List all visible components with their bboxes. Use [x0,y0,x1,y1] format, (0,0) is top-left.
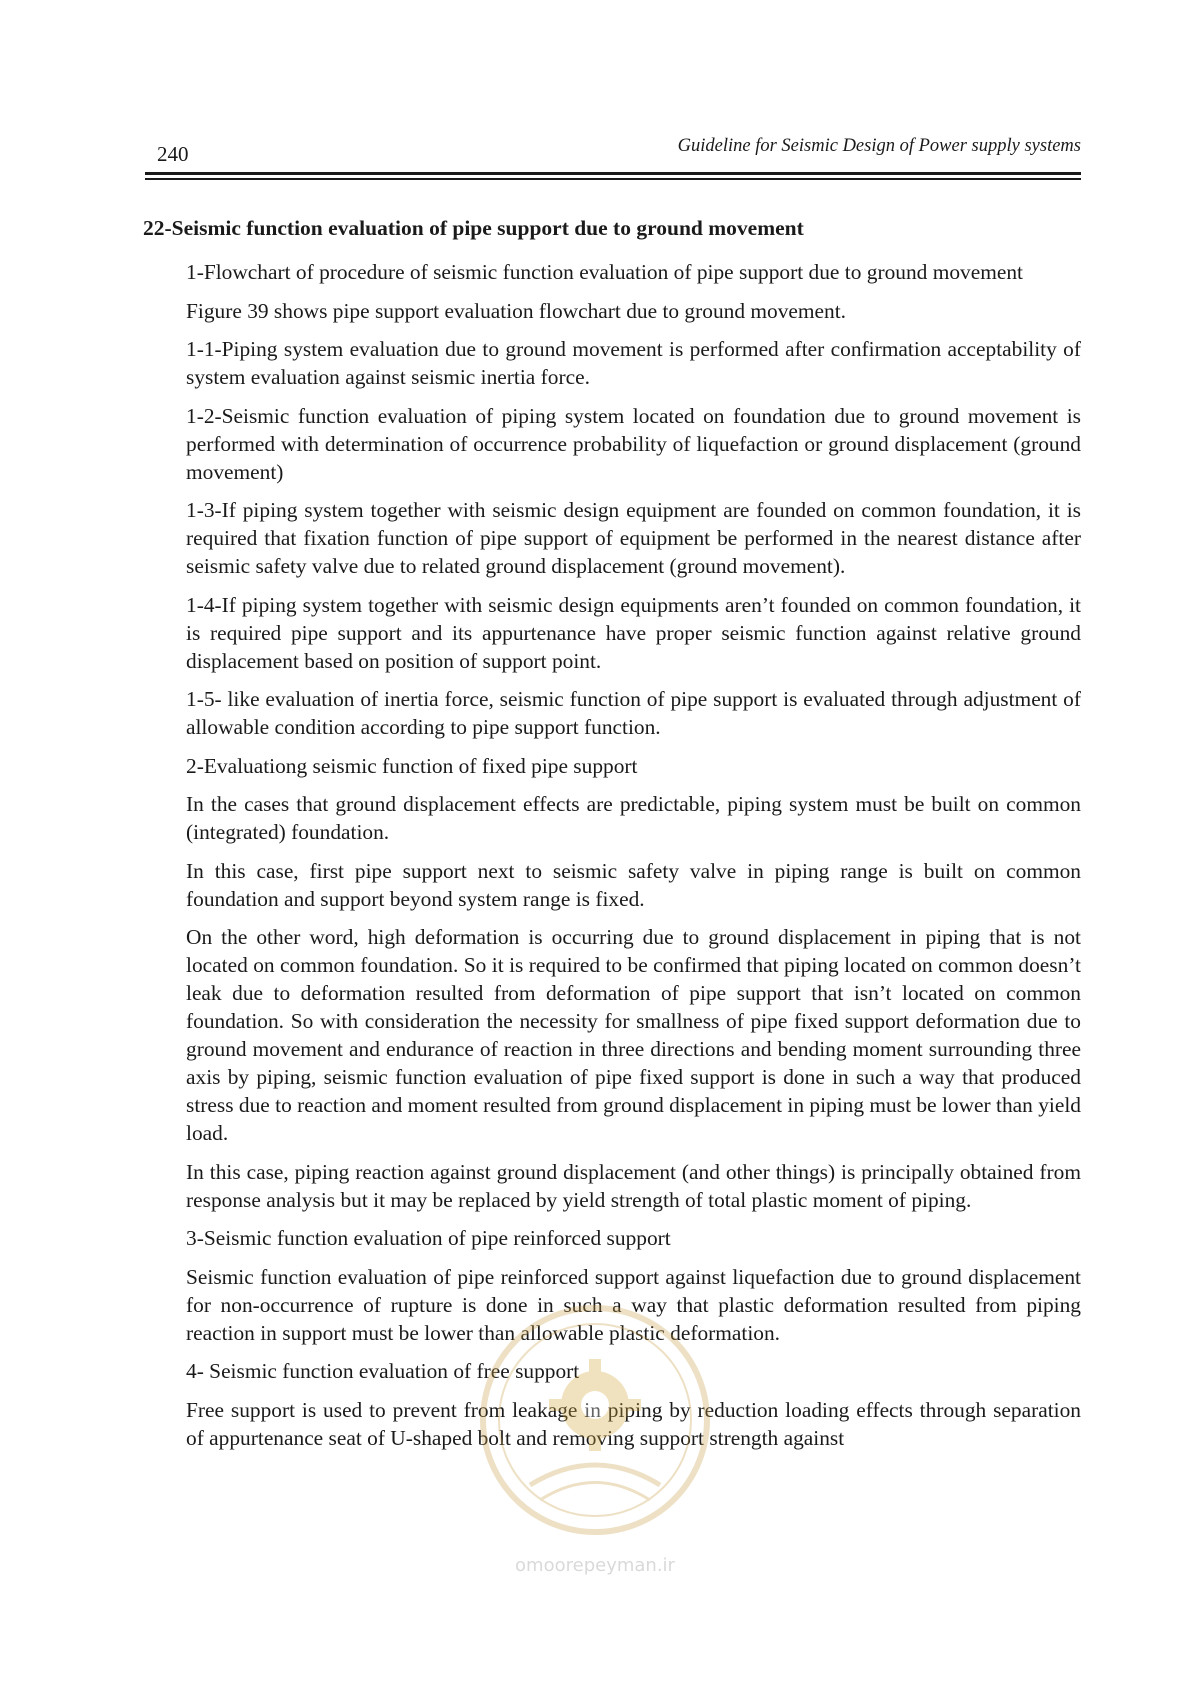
paragraph-3-a: Seismic function evaluation of pipe reinforced support against liquefaction due to ground displacement for non-occurrence of rupture is done in such a way that plastic deformation resulted from piping reaction in support must be lower than allowable plastic deformation. [186,1264,1081,1345]
watermark-text: omoorepeyman.ir [515,1555,675,1576]
paragraph-1-1-5: 1-5- like evaluation of inertia force, seismic function of pipe support is evaluated through adjustment of allowable condition according to pipe support function. [186,687,1081,739]
paragraph-figure-ref: Figure 39 shows pipe support evaluation flowchart due to ground movement. [186,298,847,323]
section-heading: 22-Seismic function evaluation of pipe support due to ground movement [143,216,804,240]
paragraph-2-d: In this case, piping reaction against ground displacement (and other things) is principally obtained from response analysis but it may be replaced by yield strength of total plastic moment of piping. [186,1159,1081,1212]
paragraph-1-1-4: 1-4-If piping system together with seismic design equipments aren’t founded on common foundation, it is required pipe support and its appurtenance have proper seismic function against relative ground displacement based on position of support point. [186,592,1081,673]
body-text [186,258,1081,1462]
paragraph-2-b: In this case, first pipe support next to seismic safety valve in piping range is built on common foundation and support beyond system range is fixed. [186,858,1081,911]
paragraph-1-1-1: 1-1-Piping system evaluation due to ground movement is performed after confirmation acceptability of system evaluation against seismic inertia force. [186,337,1081,389]
header-rule-thin [145,178,1081,180]
paragraph-3-heading: 3-Seismic function evaluation of pipe reinforced support [186,1226,671,1250]
paragraph-1-1-3: 1-3-If piping system together with seismic design equipment are founded on common foundation, it is required that fixation function of pipe support of equipment be performed in the nearest distance after seismic safety valve due to related ground displacement (ground movement). [186,498,1081,578]
paragraph-2-a: In the cases that ground displacement effects are predictable, piping system must be built on common (integrated) foundation. [186,792,1081,844]
paragraph-1-1: 1-Flowchart of procedure of seismic function evaluation of pipe support due to ground movement [186,260,1023,284]
paragraph-4-heading: 4- Seismic function evaluation of free support [186,1359,580,1383]
paragraph-4-a: Free support is used to prevent from leakage in piping by reduction loading effects through separation of appurtenance seat of U-shaped bolt and removing support strength against [186,1397,1081,1450]
page-number: 240 [157,142,189,166]
header-rule-thick [145,172,1081,175]
paragraph-2-heading: 2-Evaluationg seismic function of fixed pipe support [186,753,638,778]
paragraph-1-1-2: 1-2-Seismic function evaluation of piping system located on foundation due to ground movement is performed with determination of occurrence probability of liquefaction or ground displacement (ground movement) [186,403,1081,484]
running-title: Guideline for Seismic Design of Power supply systems [677,136,1081,156]
paragraph-2-c: On the other word, high deformation is occurring due to ground displacement in piping that is not located on common foundation. So it is required to be confirmed that piping located on common doesn’t leak due to deformation resulted from deformation of pipe support that isn’t located on common foundation. So with consideration the necessity for smallness of pipe fixed support deformation due to ground movement and endurance of reaction in three directions and bending moment surrounding three axis by piping, seismic function evaluation of pipe fixed support is done in such a way that produced stress due to reaction and moment resulted from ground displacement in piping must be lower than yield load. [186,925,1081,1145]
